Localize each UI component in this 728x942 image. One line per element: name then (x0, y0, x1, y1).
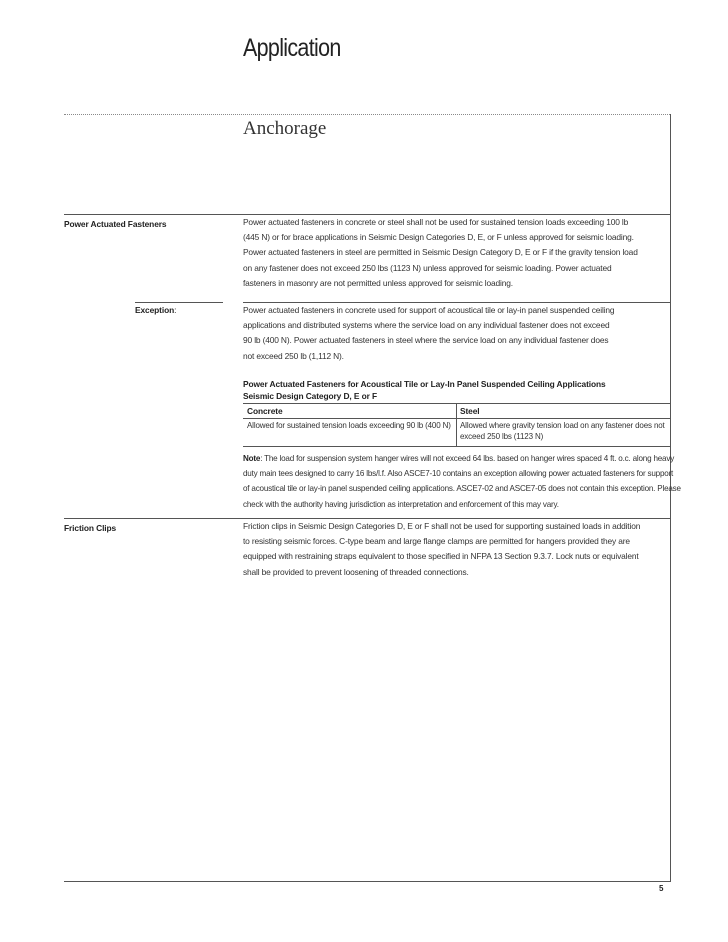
note-label: Note (243, 454, 261, 463)
exception-label: Exception (135, 305, 175, 315)
body-line: shall be provided to prevent loosening of threaded connections. (243, 566, 469, 577)
body-line: (445 N) or for brace applications in Seismic Design Categories D, E, or F unless approved for seismic loading. (243, 232, 634, 243)
body-line: applications and distributed systems where the service load on any individual fastener does not exceed (243, 320, 610, 331)
body-line: to resisting seismic forces. C-type beam and large flange clamps are permitted for hangers provided they are (243, 536, 630, 547)
page-header-title: Application (243, 34, 341, 62)
row-label-paf: Power Actuated Fasteners (64, 219, 167, 229)
fastener-table (243, 403, 670, 447)
page-number: 5 (659, 884, 664, 893)
body-line: fasteners in masonry are not permitted unless approved for seismic loading. (243, 277, 513, 288)
cell-line: Allowed where gravity tension load on any fastener does not (460, 421, 665, 430)
footer-divider (64, 881, 670, 882)
table-subtitle: Seismic Design Category D, E or F (243, 391, 377, 401)
note-block (243, 451, 681, 512)
table-header-concrete: Concrete (247, 406, 283, 416)
section-title: Anchorage (243, 118, 327, 139)
row-label-friction: Friction Clips (64, 523, 117, 533)
body-line: Power actuated fasteners in steel are permitted in Seismic Design Category D, E or F if the gravity tension load (243, 247, 638, 258)
body-line: Power actuated fasteners in concrete used for support of acoustical tile or lay-in panel suspended ceiling (243, 305, 615, 315)
table-cell-concrete (247, 420, 451, 431)
note-line: duty main tees designed to carry 16 lbs/l.f. Also ASCE7-10 contains an exception allowing power actuated fasteners for support (243, 469, 674, 479)
body-line: 90 lb (400 N). Power actuated fasteners in steel where the service load on any individual fastener does (243, 335, 609, 346)
note-line: of acoustical tile or lay-in panel suspended ceiling applications. ASCE7-02 and ASCE7-05 does not contain this exception. Please (243, 484, 681, 494)
row-divider-exception-left (135, 302, 223, 303)
body-line: not exceed 250 lb (1,112 N). (243, 350, 344, 361)
note-line: check with the authority having jurisdiction as interpretation and enforcement of this may vary. (243, 499, 559, 509)
row-label-exception (135, 305, 176, 315)
table-title: Power Actuated Fasteners for Acoustical Tile or Lay-In Panel Suspended Ceiling Applications (243, 379, 606, 389)
row-body-friction (243, 519, 640, 580)
note-text: : The load for suspension system hanger wires will not exceed 64 lbs. based on hanger wires spaced 4 ft. o.c. along heavy (260, 454, 675, 463)
cell-line: exceed 250 lbs (1123 N) (460, 432, 544, 441)
body-line: Power actuated fasteners in concrete or steel shall not be used for sustained tension loads exceeding 100 lb (243, 217, 629, 227)
exception-colon: : (174, 305, 177, 315)
cell-line: Allowed for sustained tension loads exceeding 90 lb (400 N) (247, 421, 451, 430)
table-column-divider (456, 404, 457, 446)
body-line: Friction clips in Seismic Design Categories D, E or F shall not be used for supporting sustained loads in addition (243, 521, 641, 531)
row-body-paf (243, 215, 638, 291)
header-divider (64, 114, 670, 115)
note-line (243, 451, 681, 466)
row-body-exception (243, 303, 614, 364)
body-line: on any fastener does not exceed 250 lbs (1123 N) unless approved for seismic loading. Power actuated (243, 262, 612, 273)
table-header-steel: Steel (460, 406, 480, 416)
body-line: equipped with restraining straps equivalent to those specified in NFPA 13 Section 9.3.7. Lock nuts or equivalent (243, 551, 639, 562)
table-cell-steel (460, 420, 665, 442)
